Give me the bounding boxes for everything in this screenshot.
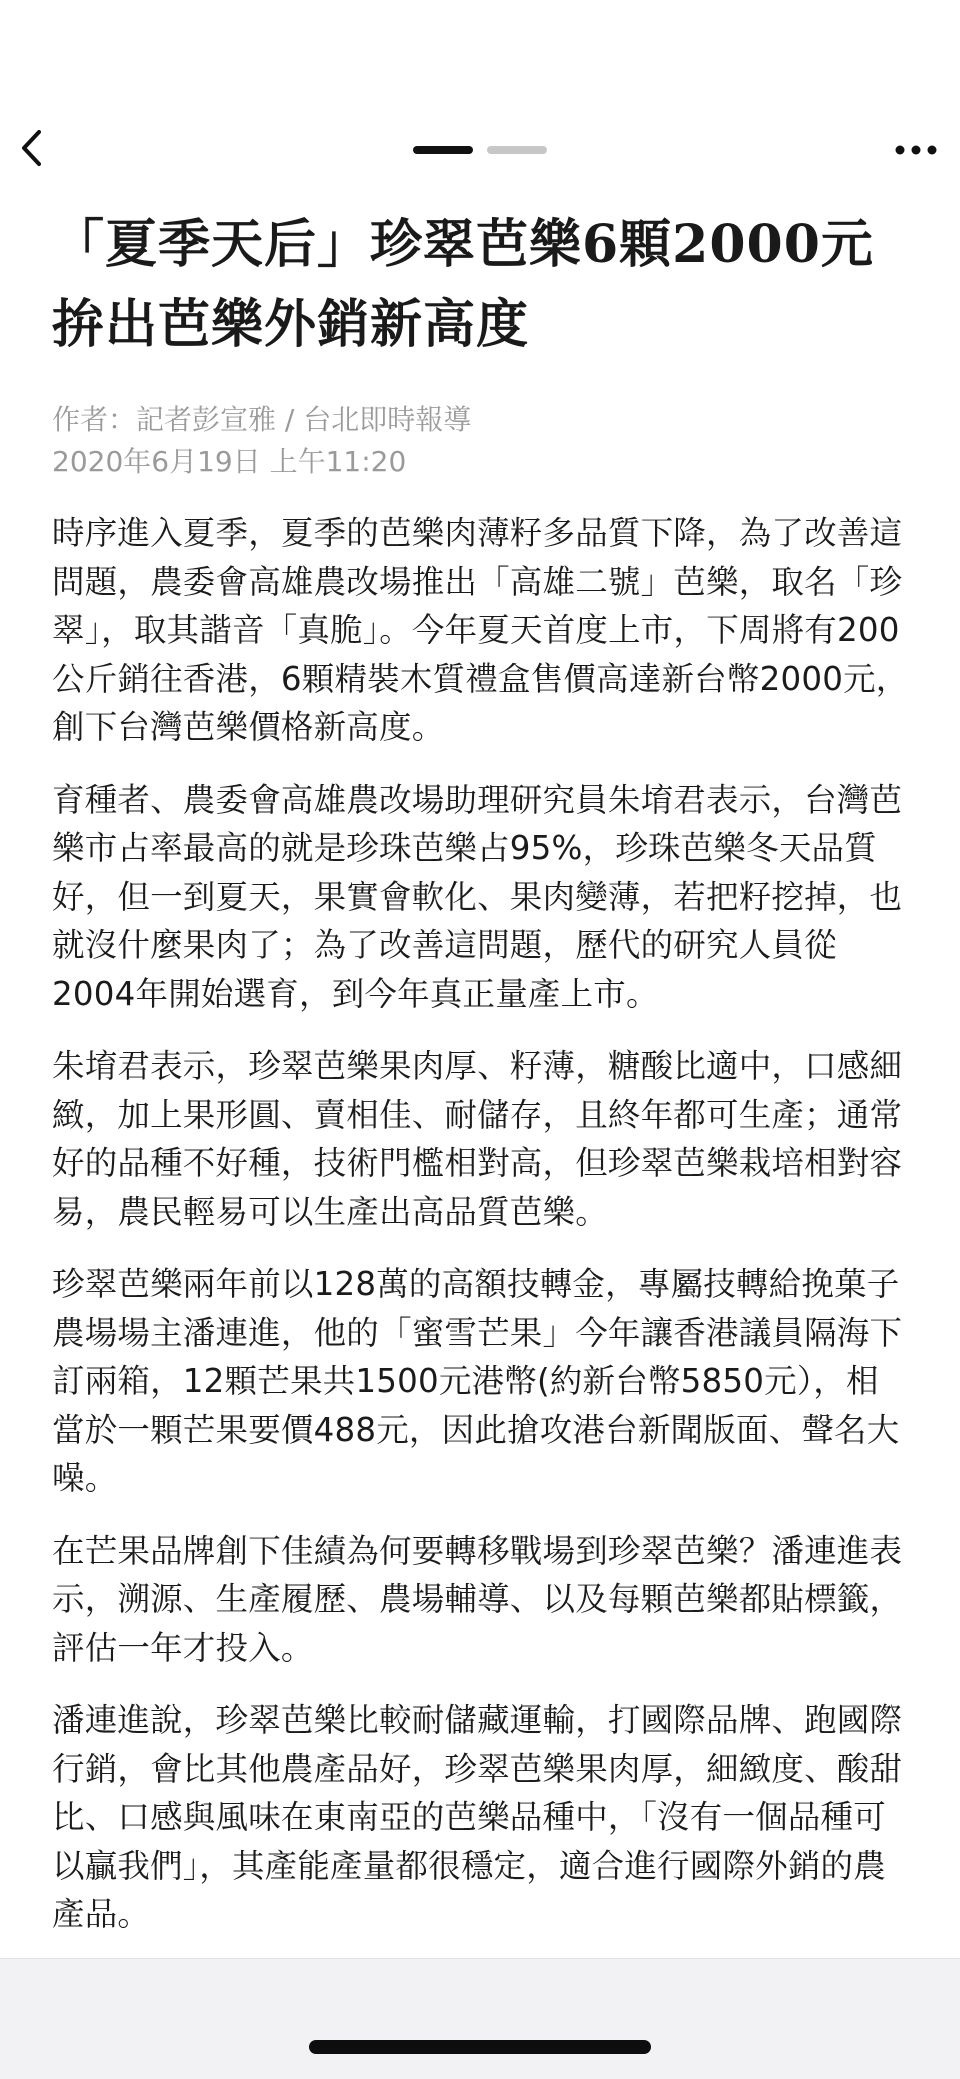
page-dot-2[interactable]	[487, 146, 547, 154]
article-datetime: 2020年6月19日 上午11:20	[52, 445, 407, 478]
article-meta	[52, 399, 910, 483]
page-dot-1[interactable]	[413, 146, 473, 154]
article-body	[52, 509, 910, 1939]
bottom-area	[0, 1958, 960, 2079]
article-paragraph: 育種者、農委會高雄農改場助理研究員朱堉君表示，台灣芭樂市占率最高的就是珍珠芭樂占95%，珍珠芭樂冬天品質好，但一到夏天，果實會軟化、果肉變薄，若把籽挖掉，也就沒什麼果肉了；為了改善這問題，歷代的研究人員從2004年開始選育，到今年真正量產上市。	[52, 780, 903, 1013]
ellipsis-icon	[894, 144, 938, 156]
home-indicator[interactable]	[309, 2040, 651, 2054]
more-options-button[interactable]	[886, 128, 946, 172]
top-navigation-bar	[0, 0, 960, 190]
article-paragraph: 在芒果品牌創下佳績為何要轉移戰場到珍翠芭樂？潘連進表示，溯源、生產履歷、農場輔導、以及每顆芭樂都貼標籤，評估一年才投入。	[52, 1531, 903, 1667]
page-indicator	[0, 146, 960, 154]
article-paragraph: 時序進入夏季，夏季的芭樂肉薄籽多品質下降，為了改善這問題，農委會高雄農改場推出「高雄二號」芭樂，取名「珍翠」，取其諧音「真脆」。今年夏天首度上市，下周將有200公斤銷往香港，6顆精裝木質禮盒售價高達新台幣2000元，創下台灣芭樂價格新高度。	[52, 514, 909, 746]
article	[52, 205, 910, 1963]
article-author: 作者：記者彭宣雅 / 台北即時報導	[52, 403, 472, 436]
article-paragraph: 朱堉君表示，珍翠芭樂果肉厚、籽薄，糖酸比適中，口感細緻，加上果形圓、賣相佳、耐儲存，且終年都可生產；通常好的品種不好種，技術門檻相對高，但珍翠芭樂栽培相對容易，農民輕易可以生產出高品質芭樂。	[52, 1047, 903, 1231]
article-paragraph: 潘連進說，珍翠芭樂比較耐儲藏運輸，打國際品牌、跑國際行銷，會比其他農產品好，珍翠芭樂果肉厚，細緻度、酸甜比、口感與風味在東南亞的芭樂品種中，「沒有一個品種可以贏我們」，其產能產量都很穩定，適合進行國際外銷的農產品。	[52, 1701, 903, 1933]
article-paragraph: 珍翠芭樂兩年前以128萬的高額技轉金，專屬技轉給挽菓子農場場主潘連進，他的「蜜雪芒果」今年讓香港議員隔海下訂兩箱，12顆芒果共1500元港幣(約新台幣5850元），相當於一顆芒果要價488元，因此搶攻港台新聞版面、聲名大噪。	[52, 1265, 903, 1497]
article-title: 「夏季天后」珍翠芭樂6顆2000元 拚出芭樂外銷新高度	[52, 214, 874, 355]
